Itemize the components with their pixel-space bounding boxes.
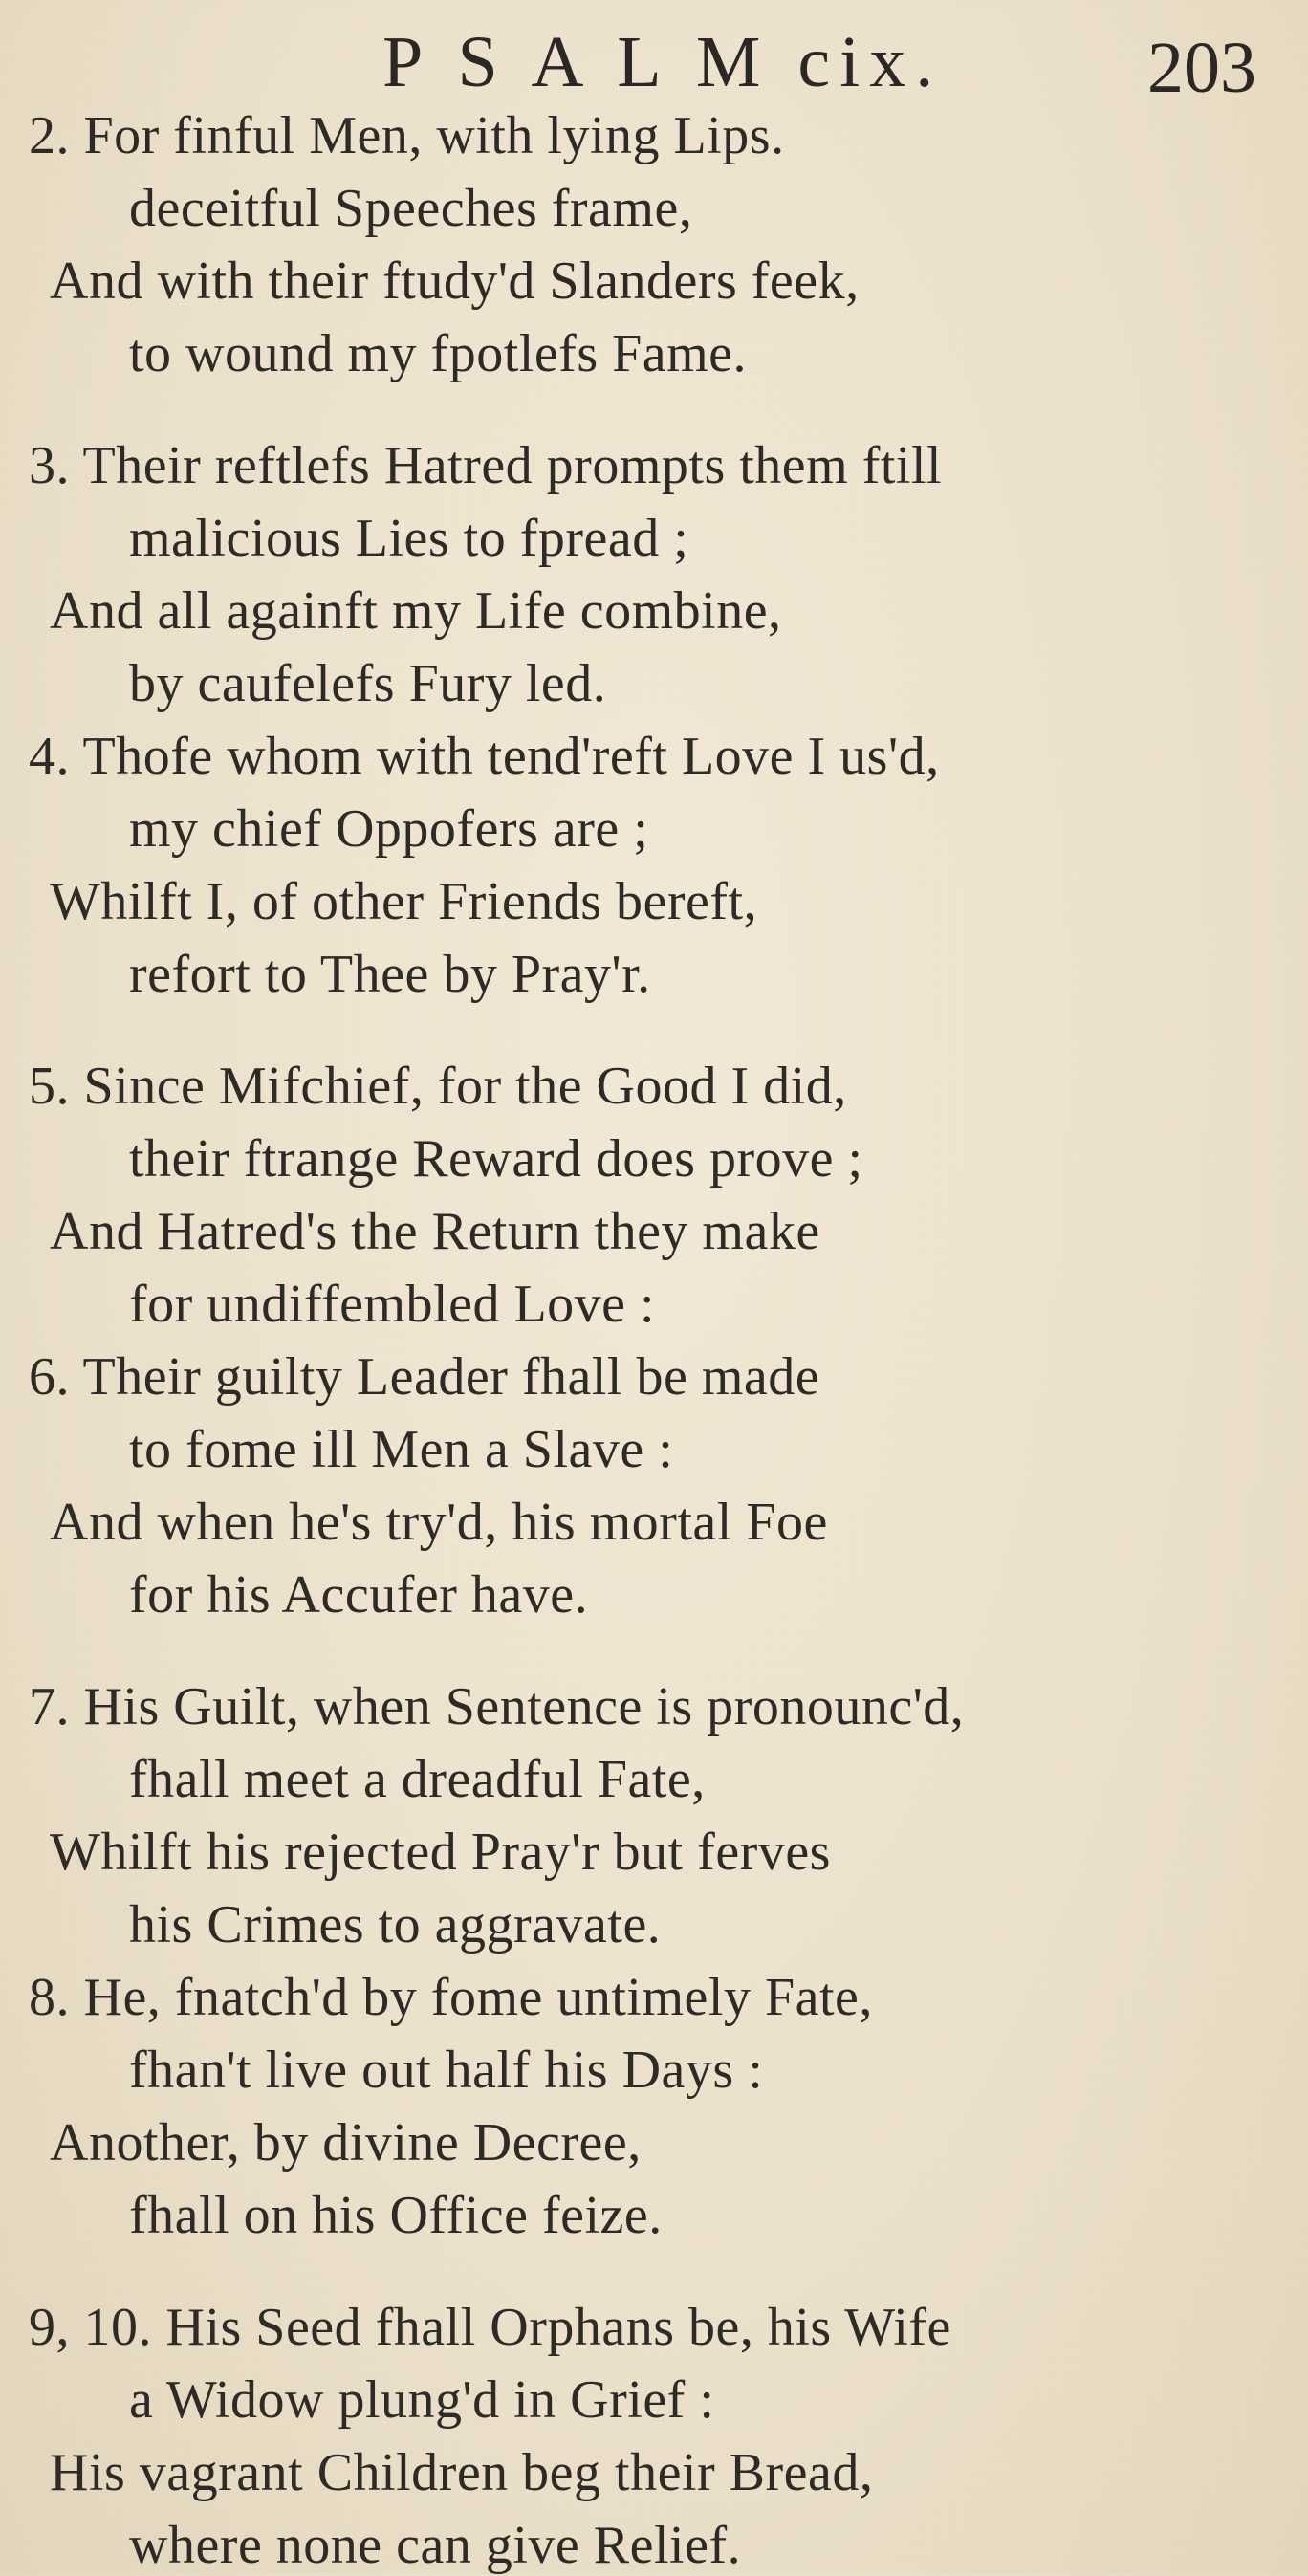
verse-line: 9, 10. His Seed fhall Orphans be, his Wife	[29, 2298, 951, 2357]
verse-line: by caufelefs Fury led.	[129, 654, 607, 713]
verse-line: 7. His Guilt, when Sentence is pronounc'd,	[29, 1677, 965, 1736]
running-head: P S A L M cix.	[382, 22, 944, 102]
verse-line: fhan't live out half his Days :	[129, 2041, 764, 2100]
verse-line: 4. Thofe whom with tend'reft Love I us'd,	[29, 727, 940, 786]
verse-line: And Hatred's the Return they make	[50, 1202, 820, 1261]
verse-line: 6. Their guilty Leader fhall be made	[29, 1347, 820, 1407]
verse-line: 8. He, fnatch'd by fome untimely Fate,	[29, 1968, 873, 2027]
verse-line: malicious Lies to fpread ;	[129, 509, 689, 568]
verse-line: And with their ftudy'd Slanders feek,	[50, 251, 860, 311]
verse-line: to wound my fpotlefs Fame.	[129, 324, 748, 383]
verse-line: And all againft my Life combine,	[50, 581, 782, 641]
verse-line: my chief Oppofers are ;	[129, 799, 649, 859]
verse-line: Whilft his rejected Pray'r but ferves	[50, 1823, 831, 1882]
verse-line: fhall meet a dreadful Fate,	[129, 1750, 706, 1809]
verse-line: His vagrant Children beg their Bread,	[50, 2443, 874, 2502]
verse-line: where none can give Relief.	[129, 2516, 742, 2575]
verse-line: a Widow plung'd in Grief :	[129, 2370, 715, 2430]
verse-line: Whilft I, of other Friends bereft,	[50, 872, 758, 931]
verse-line: Another, by divine Decree,	[50, 2113, 642, 2172]
verse-line: for his Accufer have.	[129, 1565, 589, 1625]
verse-line: for undiffembled Love :	[129, 1275, 656, 1334]
verse-line: 2. For finful Men, with lying Lips.	[29, 106, 785, 165]
verse-line: And when he's try'd, his mortal Foe	[50, 1493, 828, 1552]
verse-line: to fome ill Men a Slave :	[129, 1420, 674, 1479]
verse-line: refort to Thee by Pray'r.	[129, 945, 651, 1004]
page-number: 203	[1147, 28, 1256, 108]
verse-line: deceitful Speeches frame,	[129, 179, 693, 238]
verse-line: their ftrange Reward does prove ;	[129, 1129, 863, 1189]
verse-line: fhall on his Office feize.	[129, 2186, 663, 2245]
verse-line: 5. Since Mifchief, for the Good I did,	[29, 1057, 847, 1116]
verse-line: his Crimes to aggravate.	[129, 1895, 662, 1954]
verse-line: 3. Their reftlefs Hatred prompts them ftill	[29, 436, 943, 495]
